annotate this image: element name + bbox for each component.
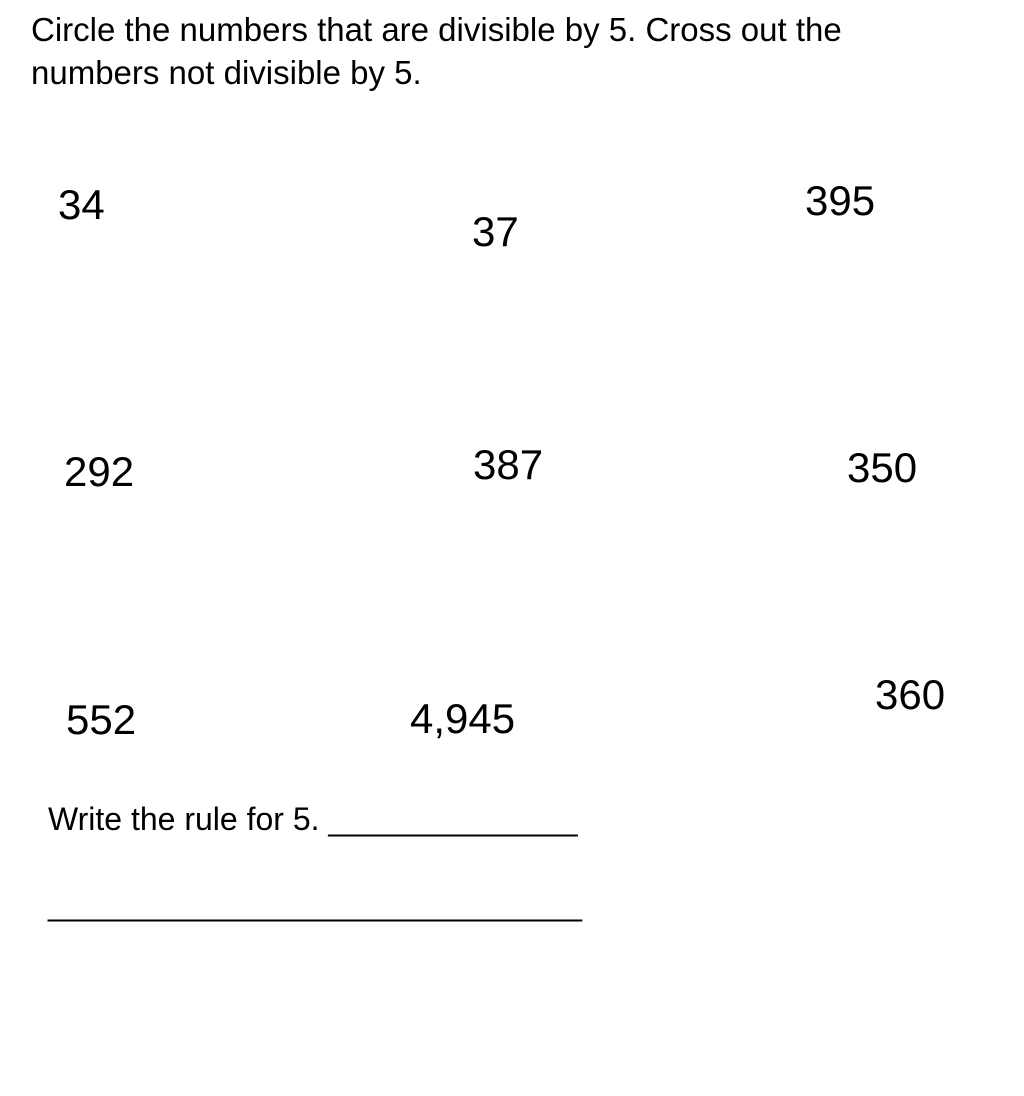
number-item[interactable]: 37 (472, 208, 519, 255)
number-item[interactable]: 360 (875, 671, 946, 718)
instructions-line-1: Circle the numbers that are divisible by 5. Cross out the (31, 11, 842, 48)
number-item[interactable]: 292 (64, 448, 135, 495)
number-item[interactable]: 552 (66, 696, 137, 743)
number-item[interactable]: 4,945 (410, 695, 516, 742)
rule-prompt[interactable]: Write the rule for 5. ______________ (48, 801, 578, 837)
number-item[interactable]: 34 (58, 181, 105, 228)
instructions (31, 8, 991, 94)
number-item[interactable]: 395 (805, 177, 876, 224)
number-item[interactable]: 387 (473, 441, 544, 488)
number-item[interactable]: 350 (847, 444, 918, 491)
answer-line[interactable]: ______________________________ (48, 886, 582, 922)
instructions-line-2: numbers not divisible by 5. (31, 54, 422, 91)
